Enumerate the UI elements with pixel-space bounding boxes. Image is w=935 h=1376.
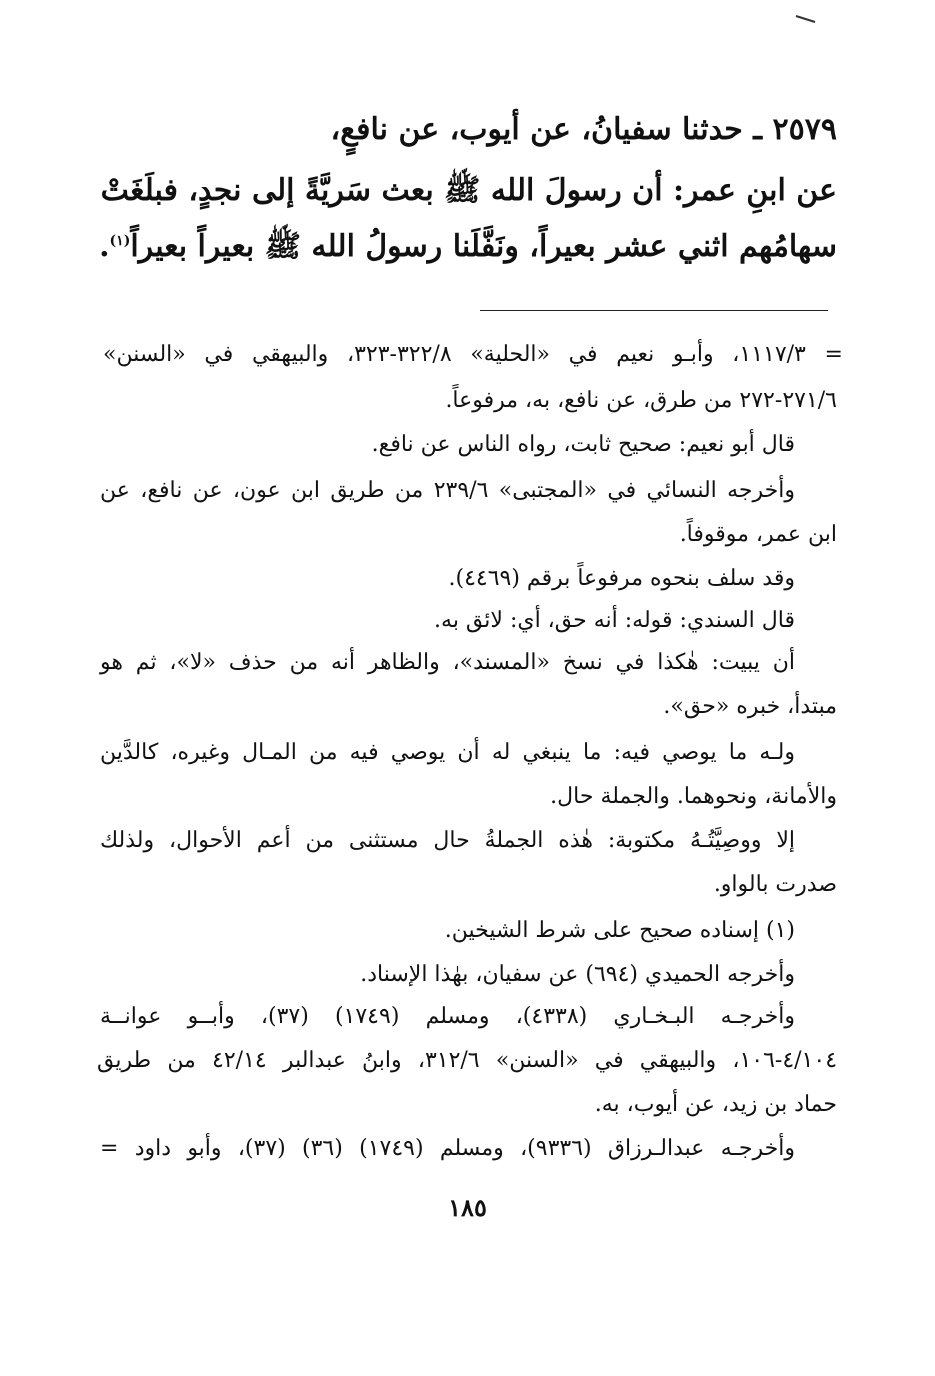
footnote-line: ابن عمر، موقوفاً.	[679, 522, 837, 547]
footnote-line: قال السندي: قوله: أنه حق، أي: لائق به.	[434, 608, 795, 633]
footnote-line: والأمانة، ونحوهما. والجملة حال.	[550, 784, 837, 809]
hadith-line-3-text: سهامُهم اثني عشر بعيراً، ونَفَّلَنا رسولُ الله ﷺ بعيراً بعيراً	[130, 229, 837, 264]
page-number: ١٨٥	[448, 1193, 487, 1222]
scan-mark	[795, 14, 817, 24]
footnote-line: وأخرجـه البـخـاري (٤٣٣٨)، ومسلم (١٧٤٩) (٣٧)، وأبــو عوانــة	[100, 1004, 795, 1029]
footnote-line: إلا ووصِيَّتُـهُ مكتوبة: هٰذه الجملةُ حال مستثنى من أعم الأحوال، ولذلك	[100, 828, 795, 853]
hadith-line-2: عن ابنِ عمر: أن رسولَ الله ﷺ بعث سَريَّةً إلى نجدٍ، فبلَغَتْ	[100, 173, 837, 208]
footnote-line: وأخرجه النسائي في «المجتبى» ٢٣٩/٦ من طريق ابن عون، عن نافع، عن	[100, 478, 796, 503]
footnote-line: (١) إسناده صحيح على شرط الشيخين.	[444, 918, 795, 943]
hadith-line-3	[99, 228, 837, 271]
footnote-line: وأخرجه الحميدي (٦٩٤) عن سفيان، بهٰذا الإسناد.	[360, 962, 795, 987]
footnote-line: صدرت بالواو.	[713, 872, 837, 897]
footnote-line: أن يبيت: هٰكذا في نسخ «المسند»، والظاهر أنه من حذف «لا»، ثم هو	[100, 650, 795, 675]
footnote-line: = ١١١٧/٣، وأبـو نعيم في «الحلية» ٣٢٢/٨-٣٢٣، والبيهقي في «السنن»	[103, 342, 843, 367]
footnote-ref: (١)	[109, 233, 131, 249]
footnote-divider	[480, 310, 828, 311]
footnote-line: قال أبو نعيم: صحيح ثابت، رواه الناس عن نافع.	[371, 432, 795, 457]
footnote-line: حماد بن زيد، عن أيوب، به.	[594, 1092, 837, 1117]
hadith-line-3-end: .	[99, 229, 110, 264]
footnote-line: وقد سلف بنحوه مرفوعاً برقم (٤٤٦٩).	[448, 566, 795, 591]
footnote-line: مبتدأ، خبره «حق».	[663, 694, 837, 719]
hadith-line-1: ٢٥٧٩ ـ حدثنا سفيانُ، عن أيوب، عن نافعٍ،	[330, 112, 837, 147]
footnote-line: وأخرجـه عبدالـرزاق (٩٣٣٦)، ومسلم (١٧٤٩) (٣٦) (٣٧)، وأبو داود =	[100, 1136, 796, 1161]
footnote-line: ٢٧١/٦-٢٧٢ من طرق، عن نافع، به، مرفوعاً.	[445, 388, 837, 413]
footnote-line: ٤/١٠٤-١٠٦، والبيهقي في «السنن» ٣١٢/٦، وابنُ عبدالبر ٤٢/١٤ من طريق	[97, 1048, 838, 1073]
footnote-line: ولـه ما يوصي فيه: ما ينبغي له أن يوصي فيه من المـال وغيره، كالدَّين	[100, 740, 795, 765]
